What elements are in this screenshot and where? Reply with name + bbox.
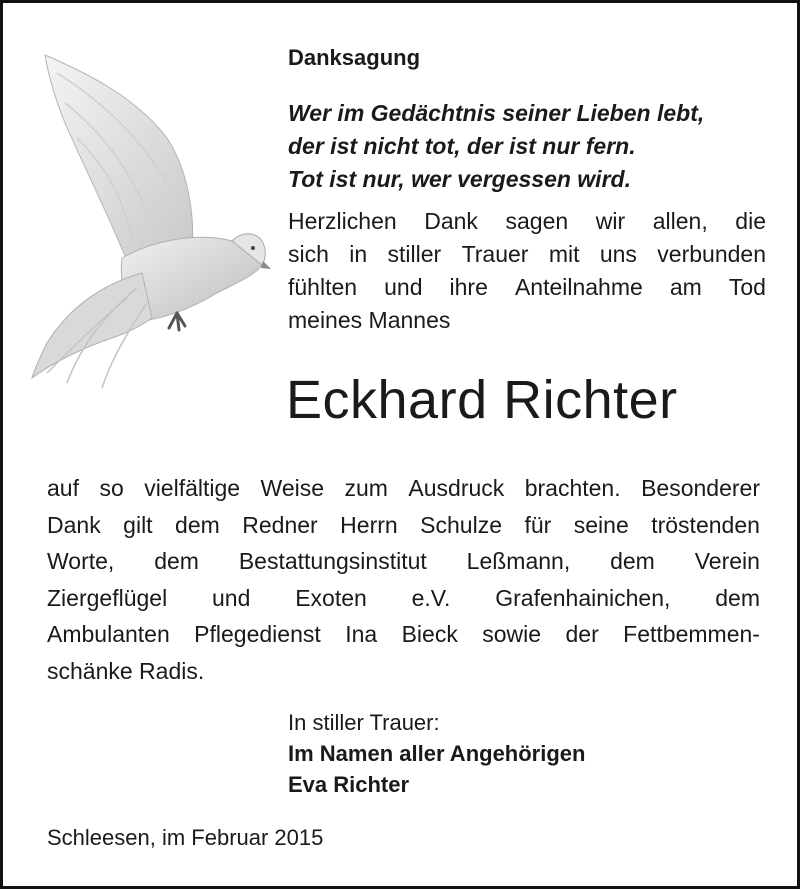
word: fühlten (288, 274, 358, 300)
signature-block (288, 707, 585, 800)
word: Besonderer (641, 475, 760, 501)
quote-line: Tot ist nur, wer vergessen wird. (288, 166, 631, 192)
signature-on-behalf: Im Namen aller Angehörigen (288, 741, 586, 766)
body-line (47, 470, 760, 507)
word: Bestattungsinstitut (238, 548, 427, 574)
quote-line: der ist nicht tot, der ist nur fern. (288, 133, 636, 159)
word: Anteilnahme (514, 274, 643, 300)
word: ihre (449, 274, 488, 300)
word: Grafenhainichen, (495, 584, 671, 611)
word: zum (344, 475, 388, 501)
word: auf (47, 475, 79, 501)
word: dem (610, 548, 655, 574)
word: brachten. (524, 475, 621, 501)
word: tröstenden (651, 511, 760, 538)
word: Bieck (401, 621, 458, 647)
word: seine (573, 511, 629, 538)
word: Ziergeflügel (47, 584, 168, 611)
thanks-line (288, 271, 766, 304)
word: Schulze (420, 511, 502, 538)
word: Verein (694, 548, 760, 574)
word: Exoten (295, 584, 367, 611)
word: mit (548, 241, 580, 267)
word: Pflegedienst (194, 621, 321, 647)
word: allen, (652, 208, 708, 234)
word: für (524, 511, 552, 538)
word: und (212, 584, 251, 611)
word: uns (599, 241, 637, 267)
word: und (384, 274, 423, 300)
word: Ina (345, 621, 378, 647)
word: Dank (424, 208, 478, 234)
word: Ausdruck (408, 475, 505, 501)
word: Leßmann, (466, 548, 571, 574)
word: Fettbemmen- (623, 621, 760, 647)
signature-intro: In stiller Trauer: (288, 710, 440, 735)
memorial-quote (288, 97, 793, 196)
word: Trauer (461, 241, 529, 267)
deceased-name: Eckhard Richter (286, 370, 678, 430)
word: dem (715, 584, 760, 611)
word: am (669, 274, 702, 300)
word: dem (154, 548, 199, 574)
word: wir (595, 208, 626, 234)
word: Worte, (47, 548, 115, 574)
word: so (99, 475, 124, 501)
word: gilt (123, 511, 153, 538)
word: verbunden (657, 241, 766, 267)
body-line (47, 543, 760, 580)
word: dem (175, 511, 220, 538)
dove-icon (27, 43, 277, 393)
body-line (47, 580, 760, 617)
word: in (349, 241, 368, 267)
word: Tod (728, 274, 766, 300)
word: sagen (505, 208, 569, 234)
word: Redner (242, 511, 318, 538)
body-line (47, 507, 760, 544)
body-line (47, 616, 760, 653)
word: vielfältige (144, 475, 241, 501)
thanks-line (288, 205, 766, 238)
thanks-line (288, 238, 766, 271)
word: e.V. (411, 584, 451, 611)
word: Weise (260, 475, 325, 501)
word: Ambulanten (47, 621, 170, 647)
word: der (565, 621, 599, 647)
word: sich (288, 241, 329, 267)
word: Dank (47, 511, 101, 538)
thanks-paragraph (288, 205, 766, 337)
word: Herrn (340, 511, 398, 538)
word: Herzlichen (288, 208, 397, 234)
heading-danksagung: Danksagung (288, 45, 421, 70)
quote-line: Wer im Gedächtnis seiner Lieben lebt, (288, 100, 705, 126)
body-paragraph (47, 470, 760, 689)
word: stiller (387, 241, 442, 267)
word: die (735, 208, 766, 234)
thanks-line: meines Mannes (288, 307, 451, 333)
signature-signer: Eva Richter (288, 772, 410, 797)
word: sowie (482, 621, 542, 647)
body-line: schänke Radis. (47, 657, 205, 684)
place-date: Schleesen, im Februar 2015 (47, 825, 324, 850)
